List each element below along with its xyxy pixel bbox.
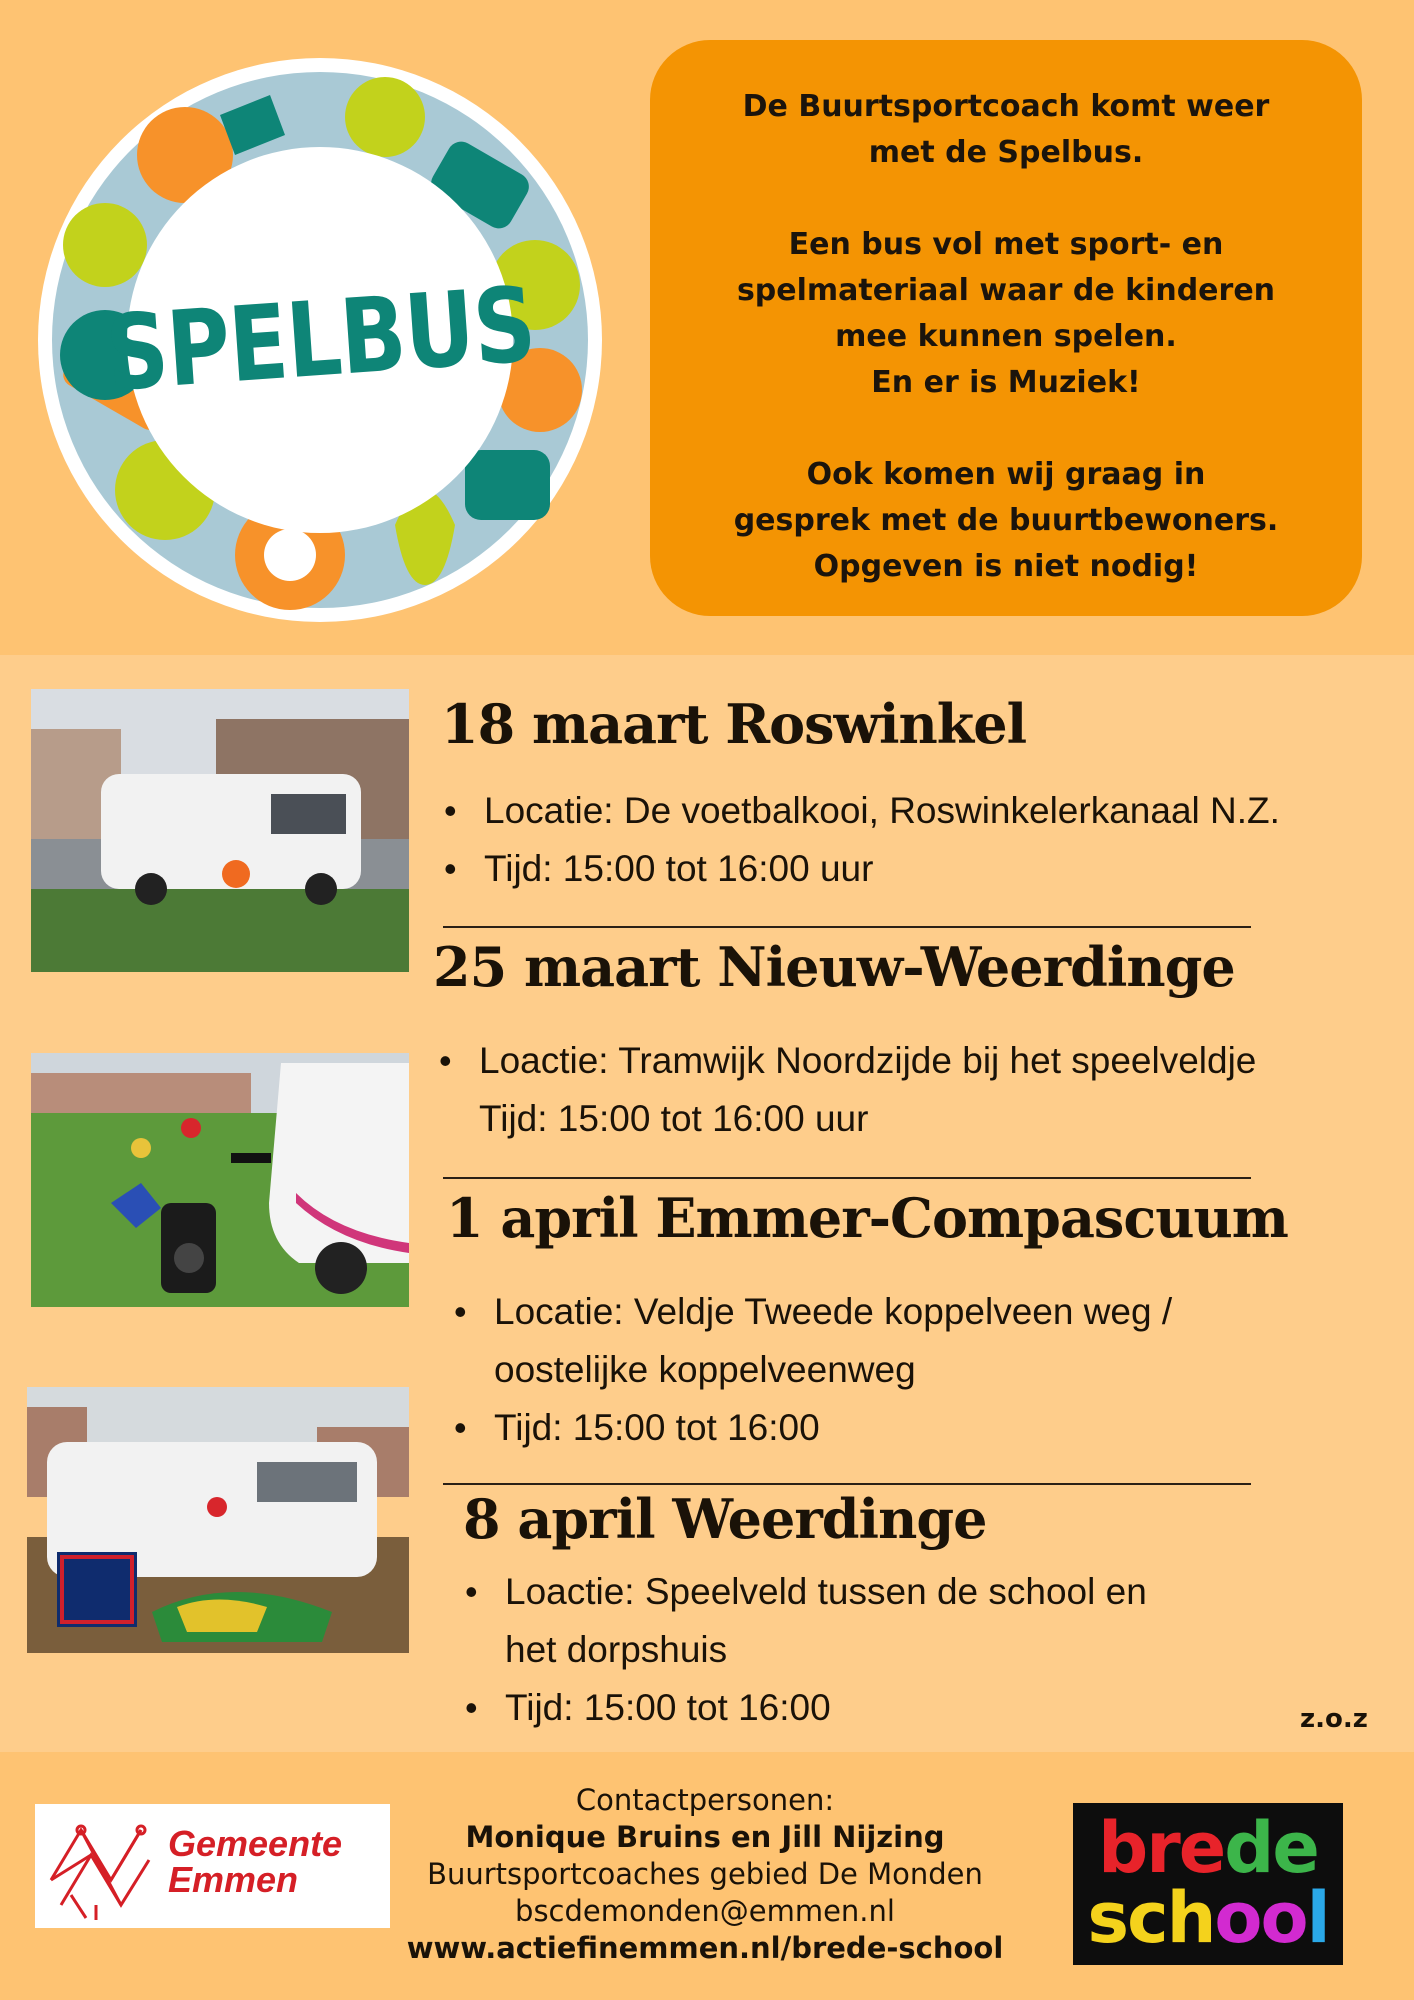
event-photo-1 xyxy=(31,689,409,972)
event-details-1 xyxy=(440,782,1280,898)
contact-names: Monique Bruins en Jill Nijzing xyxy=(465,1820,945,1854)
school-part-3: l xyxy=(1306,1877,1329,1959)
contact-block xyxy=(400,1782,1010,1967)
event-location-4-cont: het dorpshuis xyxy=(505,1629,728,1670)
event-time-2: Tijd: 15:00 tot 16:00 uur xyxy=(479,1098,869,1139)
event-details-2 xyxy=(435,1032,1256,1148)
divider xyxy=(443,1177,1251,1179)
logo-text: SPELBUS xyxy=(101,265,539,415)
event-details-3 xyxy=(450,1283,1172,1457)
contact-role: Buurtsportcoaches gebied De Monden xyxy=(427,1857,983,1891)
divider xyxy=(443,926,1251,928)
event-location-3-cont: oostelijke koppelveenweg xyxy=(494,1349,916,1390)
gemeente-text: Gemeente xyxy=(168,1823,343,1864)
event-title-3: 1 april Emmer-Compascuum xyxy=(446,1186,1288,1250)
event-time-3: • Tijd: 15:00 tot 16:00 xyxy=(450,1399,1172,1457)
spelbus-logo xyxy=(35,55,605,625)
gemeente-emmen-logo xyxy=(35,1804,390,1928)
event-time-4: • Tijd: 15:00 tot 16:00 xyxy=(461,1679,1147,1737)
contact-email: bscdemonden@emmen.nl xyxy=(515,1894,895,1928)
brede-school-logo xyxy=(1073,1803,1343,1965)
event-location-2: • Loactie: Tramwijk Noordzijde bij het speelveldje xyxy=(435,1032,1256,1090)
event-photo-2 xyxy=(31,1053,409,1307)
intro-paragraph-3: Ook komen wij graag in gesprek met de buurtbewoners. Opgeven is niet nodig! xyxy=(733,457,1279,584)
event-location-4: • Loactie: Speelveld tussen de school en xyxy=(461,1563,1147,1621)
event-location-3: • Locatie: Veldje Tweede koppelveen weg / xyxy=(450,1283,1172,1341)
contact-label: Contactpersonen: xyxy=(575,1783,835,1817)
event-time-1: • Tijd: 15:00 tot 16:00 uur xyxy=(440,840,1280,898)
brede-part-2: de xyxy=(1224,1807,1318,1889)
brede-part-1: bre xyxy=(1098,1807,1225,1889)
intro-paragraph-2: Een bus vol met sport- en spelmateriaal waar de kinderen mee kunnen spelen. En er is Muziek! xyxy=(736,227,1276,400)
emmen-text: Emmen xyxy=(168,1859,299,1900)
event-location-1: • Locatie: De voetbalkooi, Roswinkelerkanaal N.Z. xyxy=(440,782,1280,840)
school-part-2: oo xyxy=(1214,1877,1307,1959)
divider xyxy=(443,1483,1251,1485)
event-title-4: 8 april Weerdinge xyxy=(463,1487,987,1551)
intro-paragraph-1: De Buurtsportcoach komt weer met de Spelbus. xyxy=(742,89,1270,170)
event-title-2: 25 maart Nieuw-Weerdinge xyxy=(433,935,1235,999)
event-details-4 xyxy=(461,1563,1147,1737)
contact-website: www.actiefinemmen.nl/brede-school xyxy=(406,1931,1004,1965)
gemeente-emblem-icon xyxy=(41,1810,159,1922)
event-title-1: 18 maart Roswinkel xyxy=(441,692,1027,756)
school-part-1: sch xyxy=(1087,1877,1215,1959)
event-photo-3 xyxy=(27,1387,409,1653)
zoz-note: z.o.z xyxy=(1300,1704,1368,1734)
intro-box xyxy=(650,40,1362,616)
